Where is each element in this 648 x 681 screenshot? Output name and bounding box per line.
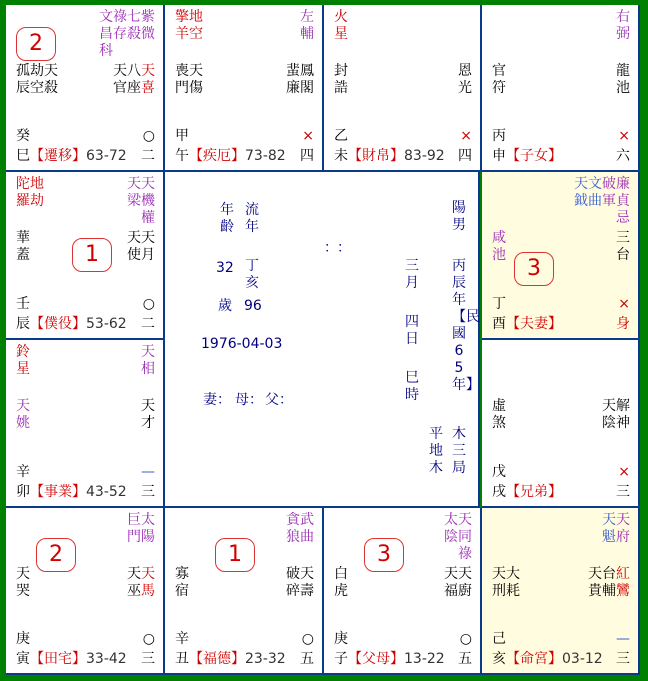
minor-stars-left [16, 398, 30, 432]
major-star: 天同祿 [458, 512, 472, 562]
minor-star: 紅鸞 [616, 566, 630, 599]
birth-year: 丙辰年【民國65年】 [452, 258, 480, 393]
major-star: 文曲 [588, 176, 602, 209]
minor-star: 封誥 [334, 63, 348, 96]
major-star: 天府 [616, 512, 630, 545]
birth-day: 四日 [405, 314, 419, 347]
heavenly-stem: 乙 [334, 128, 348, 144]
palace-wei[interactable] [324, 5, 482, 172]
major-star: 武曲 [300, 512, 314, 545]
heavenly-stem: 丙 [492, 128, 506, 144]
minor-stars-left [175, 63, 203, 97]
minor-star: 天官 [113, 63, 127, 96]
earthly-branch: 寅 [16, 651, 30, 667]
sha-stars [16, 344, 30, 378]
sha-star: 地空 [189, 9, 203, 42]
minor-star: 孤辰 [16, 63, 30, 96]
age-range: 63-72 [86, 148, 127, 164]
age-range: 23-32 [245, 651, 286, 667]
major-stars [300, 9, 314, 43]
major-stars [602, 512, 630, 546]
status-mark: × [618, 128, 630, 144]
major-star: 天梁 [127, 176, 141, 209]
cycle-mark: 四 [300, 148, 314, 164]
palace-line [16, 484, 127, 501]
palace-line [16, 651, 127, 668]
status-mark: ○ [142, 296, 155, 312]
major-stars [574, 176, 630, 227]
heavenly-stem: 庚 [16, 631, 30, 647]
palace-line [334, 651, 445, 668]
minor-stars-right [616, 230, 630, 264]
major-star: 巨門 [127, 512, 141, 545]
minor-stars-left [492, 566, 520, 600]
minor-star: 解神 [616, 398, 630, 431]
earthly-branch: 子 [334, 651, 348, 667]
minor-stars-left [334, 63, 348, 97]
earthly-branch: 午 [175, 148, 189, 164]
earthly-branch: 卯 [16, 484, 30, 500]
palace-name: 【田宅】 [30, 651, 86, 667]
cycle-mark: 三 [616, 484, 630, 500]
earthly-branch: 亥 [492, 651, 506, 667]
age-range: 13-22 [404, 651, 445, 667]
palace-yin[interactable] [6, 508, 165, 675]
palace-chou[interactable] [165, 508, 324, 675]
minor-stars-right [602, 398, 630, 432]
minor-star: 天刑 [492, 566, 506, 599]
earthly-branch: 申 [492, 148, 506, 164]
major-star: 祿存 [113, 9, 127, 42]
minor-star: 虛煞 [492, 398, 506, 431]
group-circle: 1 [215, 538, 255, 572]
minor-star: 破碎 [286, 566, 300, 599]
minor-stars-left [16, 566, 30, 600]
sha-star: 鈴星 [16, 344, 30, 377]
chart-center-info [165, 172, 480, 508]
status-mark: × [618, 296, 630, 312]
minor-star: 天貴 [588, 566, 602, 599]
minor-star: 天福 [444, 566, 458, 599]
flow-label: 流年 [245, 202, 259, 235]
palace-name: 【遷移】 [30, 148, 86, 164]
minor-star: 天喜 [141, 63, 155, 96]
minor-stars-right [286, 63, 314, 97]
major-star: 天魁 [602, 512, 616, 545]
major-stars [444, 512, 472, 563]
major-stars [127, 176, 155, 227]
group-circle: 3 [364, 538, 404, 572]
sui-value: 96 [244, 298, 262, 314]
minor-star: 台輔 [602, 566, 616, 599]
minor-star: 蜚廉 [286, 63, 300, 96]
sha-stars [175, 9, 203, 43]
major-star: 破軍 [602, 176, 616, 209]
age-value: 32 [216, 260, 234, 276]
age-range: 73-82 [245, 148, 286, 164]
palace-line [334, 148, 445, 165]
heavenly-stem: 丁 [492, 296, 506, 312]
heavenly-stem: 癸 [16, 128, 30, 144]
minor-stars-right [458, 63, 472, 97]
minor-star: 華蓋 [16, 230, 30, 263]
parent-spouse: 妻： [203, 392, 231, 408]
minor-star: 天使 [127, 230, 141, 263]
sha-stars [16, 176, 44, 210]
minor-star: 恩光 [458, 63, 472, 96]
parent-mother: 母： [235, 392, 263, 408]
status-mark: ○ [142, 128, 155, 144]
minor-star: 喪門 [175, 63, 189, 96]
palace-line [16, 316, 127, 333]
palace-name: 【事業】 [30, 484, 86, 500]
sha-star: 擎羊 [175, 9, 189, 42]
major-star: 廉貞忌 [616, 176, 630, 226]
age-label: 年齡 [220, 202, 234, 235]
status-mark: ○ [459, 631, 472, 647]
sha-star: 火星 [334, 9, 348, 42]
major-star: 七殺 [127, 9, 141, 42]
major-star: 天鉞 [574, 176, 588, 209]
palace-you[interactable] [482, 172, 640, 340]
major-stars [141, 344, 155, 378]
flow-value: 丁亥 [245, 258, 259, 291]
minor-stars-right [141, 398, 155, 432]
major-star: 天機權 [141, 176, 155, 226]
minor-star: 天廚 [458, 566, 472, 599]
palace-name: 【命宮】 [506, 651, 562, 667]
palace-line [16, 148, 127, 165]
earthly-branch: 酉 [492, 316, 506, 332]
minor-star: 八座 [127, 63, 141, 96]
minor-star: 天巫 [127, 566, 141, 599]
palace-mao[interactable] [6, 340, 165, 508]
major-stars [99, 9, 155, 60]
palace-name: 【父母】 [348, 651, 404, 667]
sha-star: 地劫 [30, 176, 44, 209]
major-stars [286, 512, 314, 546]
minor-star: 天壽 [300, 566, 314, 599]
group-circle: 3 [514, 252, 554, 286]
cycle-mark: 三 [141, 484, 155, 500]
major-star: 紫微 [141, 9, 155, 42]
palace-shen[interactable] [482, 5, 640, 172]
status-mark: × [460, 128, 472, 144]
heavenly-stem: 己 [492, 631, 506, 647]
major-star: 太陽 [141, 512, 155, 545]
earthly-branch: 辰 [16, 316, 30, 332]
cycle-mark: 五 [458, 651, 472, 667]
age-range: 43-52 [86, 484, 127, 500]
minor-star: 大耗 [506, 566, 520, 599]
palace-name: 【財帛】 [348, 148, 404, 164]
minor-stars-right [444, 566, 472, 600]
minor-star: 三台 [616, 230, 630, 263]
chart-board [6, 5, 640, 675]
center-colons: ：： [324, 240, 357, 256]
minor-star: 天月 [141, 230, 155, 263]
palace-line [175, 148, 286, 165]
na-yin: 平地木 [429, 426, 443, 476]
group-circle: 2 [36, 538, 76, 572]
group-circle: 1 [72, 238, 112, 272]
minor-stars-left [334, 566, 348, 600]
palace-line [492, 651, 603, 668]
earthly-branch: 丑 [175, 651, 189, 667]
sha-star: 陀羅 [16, 176, 30, 209]
minor-stars-right [127, 230, 155, 264]
cycle-mark: 四 [458, 148, 472, 164]
cycle-mark: 六 [616, 148, 630, 164]
cycle-mark: 三 [616, 651, 630, 667]
heavenly-stem: 壬 [16, 296, 30, 312]
status-mark: — [616, 631, 630, 647]
minor-stars-right [616, 63, 630, 97]
minor-stars-left [492, 230, 506, 264]
palace-line [492, 148, 562, 165]
age-range: 53-62 [86, 316, 127, 332]
minor-star: 鳳閣 [300, 63, 314, 96]
minor-star: 天傷 [189, 63, 203, 96]
minor-star: 天才 [141, 398, 155, 431]
palace-name: 【子女】 [506, 148, 562, 164]
major-stars [616, 9, 630, 43]
minor-star: 天陰 [602, 398, 616, 431]
ju: 木三局 [452, 426, 466, 476]
palace-chen[interactable] [6, 172, 165, 340]
cycle-mark: 二 [141, 148, 155, 164]
heavenly-stem: 甲 [175, 128, 189, 144]
minor-stars-left [175, 566, 189, 600]
birth-month: 三月 [405, 258, 419, 291]
heavenly-stem: 庚 [334, 631, 348, 647]
earthly-branch: 巳 [16, 148, 30, 164]
major-star: 天相 [141, 344, 155, 377]
gender: 陽男 [452, 200, 466, 233]
palace-line [492, 316, 562, 333]
minor-stars-right [286, 566, 314, 600]
cycle-mark: 三 [141, 651, 155, 667]
age-range: 03-12 [562, 651, 603, 667]
earthly-branch: 未 [334, 148, 348, 164]
group-circle: 2 [16, 27, 56, 61]
palace-name: 【僕役】 [30, 316, 86, 332]
minor-star: 天馬 [141, 566, 155, 599]
palace-name: 【夫妻】 [506, 316, 562, 332]
status-mark: × [618, 464, 630, 480]
earthly-branch: 戌 [492, 484, 506, 500]
palace-zi[interactable] [324, 508, 482, 675]
minor-star: 天姚 [16, 398, 30, 431]
heavenly-stem: 辛 [175, 631, 189, 647]
status-mark: ○ [142, 631, 155, 647]
status-mark: ○ [301, 631, 314, 647]
age-range: 33-42 [86, 651, 127, 667]
major-star: 右弼 [616, 9, 630, 42]
sha-stars [334, 9, 348, 43]
heavenly-stem: 辛 [16, 464, 30, 480]
parent-father: 父： [265, 392, 293, 408]
age-range: 83-92 [404, 148, 445, 164]
heavenly-stem: 戊 [492, 464, 506, 480]
minor-star: 天殺 [44, 63, 58, 96]
cycle-mark: 五 [300, 651, 314, 667]
palace-xu[interactable] [482, 340, 640, 508]
minor-star: 龍池 [616, 63, 630, 96]
palace-line [175, 651, 286, 668]
palace-wu[interactable] [165, 5, 324, 172]
major-star: 貪狼 [286, 512, 300, 545]
palace-hai[interactable] [482, 508, 640, 675]
minor-star: 寡宿 [175, 566, 189, 599]
palace-name: 【兄弟】 [506, 484, 562, 500]
major-star: 左輔 [300, 9, 314, 42]
birth-hour: 巳時 [405, 370, 419, 403]
minor-star: 咸池 [492, 230, 506, 263]
minor-stars-left [16, 230, 30, 264]
birth-date: 1976-04-03 [201, 336, 283, 352]
cycle-mark: 二 [141, 316, 155, 332]
cycle-mark: 身 [616, 316, 630, 332]
minor-stars-left [16, 63, 58, 97]
major-star: 文昌科 [99, 9, 113, 59]
palace-name: 【福德】 [189, 651, 245, 667]
sui-char: 歲 [218, 298, 232, 314]
status-mark: — [141, 464, 155, 480]
minor-star: 官符 [492, 63, 506, 96]
palace-name: 【疾厄】 [189, 148, 245, 164]
minor-stars-right [113, 63, 155, 97]
major-star: 太陰 [444, 512, 458, 545]
major-stars [127, 512, 155, 546]
minor-stars-left [492, 398, 506, 432]
palace-line [492, 484, 562, 501]
minor-stars-right [588, 566, 630, 600]
minor-stars-left [492, 63, 506, 97]
status-mark: × [302, 128, 314, 144]
minor-star: 劫空 [30, 63, 44, 96]
minor-star: 天哭 [16, 566, 30, 599]
minor-star: 白虎 [334, 566, 348, 599]
minor-stars-right [127, 566, 155, 600]
palace-si[interactable] [6, 5, 165, 172]
